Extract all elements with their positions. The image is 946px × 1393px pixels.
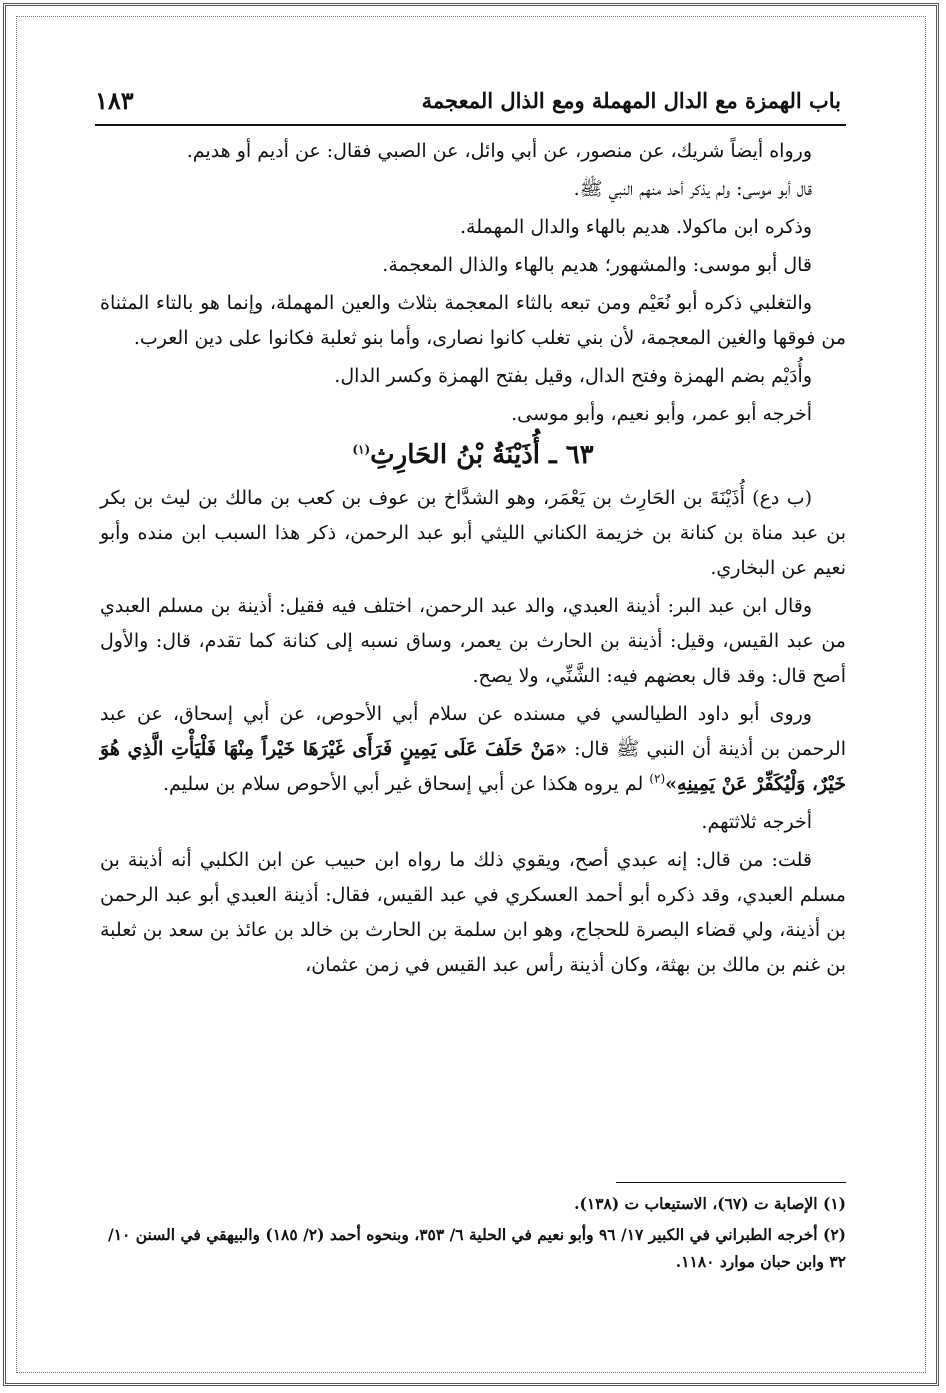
paragraph (100, 697, 846, 802)
footnote: (١) الإصابة ت (٦٧)، الاستيعاب ت (١٣٨). (574, 1194, 846, 1213)
paragraph-text: لم يروه هكذا عن أبي إسحاق غير أبي الأحوص سلام بن سليم. (162, 773, 644, 795)
paragraph: قال أبو موسى: ولم يذكر أحد منهم النبي ﷺ. (573, 178, 812, 200)
section-title (100, 435, 846, 475)
paragraph: قال أبو موسى: والمشهور؛ هديم بالهاء والذال المعجمة. (382, 254, 812, 276)
paragraph: وقال ابن عبد البر: أذينة العبدي، والد عبد الرحمن، اختلف فيه فقيل: أذينة بن مسلم العبدي من عبد القيس، وقيل: أذينة بن الحارث بن يعمر، وساق نسبه إلى كنانة كما تقدم، قال: والأول أصح قال: وقد قال بعضهم فيه: الشَّنِّي، ولا يصح. (100, 595, 846, 687)
footnote: (٢) أخرجه الطبراني في الكبير ١٧/ ٩٦ وأبو نعيم في الحلية ٦/ ٣٥٣، وبنحوه أحمد (٢/ ١٨٥) والبيهقي في السنن ١٠/ ٣٢ وابن حبان موارد ١١٨٠. (108, 1225, 846, 1271)
paragraph: وذكره ابن ماكولا. هديم بالهاء والدال المهملة. (460, 216, 812, 238)
paragraph: قلت: من قال: إنه عبدي أصح، ويقوي ذلك ما رواه ابن حبيب عن ابن الكلبي أنه أذينة بن مسلم العبدي، وقد ذكره أبو أحمد العسكري في عبد القيس، فقال: أذينة العبدي أبو عبد الرحمن بن أذينة، ولي قضاء البصرة للحجاج، وهو ابن سلمة بن الحارث بن خالد بن عائذ بن سعد بن ثعلبة بن غنم بن مالك بن بهثة، وكان أذينة رأس عبد القيس في زمن عثمان، (100, 849, 846, 976)
hadith-quote: «مَنْ حَلَفَ عَلَى يَمِينٍ فَرَأَى غَيْرَهَا خَيْراً مِنْهَا فَلْيَأْتِ الَّذِي هُوَ خَيْرٌ، وَلْيُكَفِّرْ عَنْ يَمِينِهِ» (100, 738, 846, 795)
footnote-ref: (١) (352, 442, 371, 457)
main-text (100, 134, 846, 986)
page-number: ١٨٣ (95, 85, 134, 115)
paragraph: وأُدَيْم بضم الهمزة وفتح الدال، وقيل بفتح الهمزة وكسر الدال. (334, 365, 812, 387)
header-rule (95, 124, 846, 126)
section-title-text: ٦٣ ـ أُذَيْنَةُ بْنُ الحَارِثِ (370, 440, 594, 470)
running-header (95, 80, 841, 120)
paragraph: والتغلبي ذكره أبو نُعَيْم ومن تبعه بالثاء المعجمة بثلاث والعين المهملة، وإنما هو بالتاء المثناة من فوقها والغين المعجمة، لأن بني تغلب كانوا نصارى، وأما بنو ثعلبة فكانوا على دين العرب. (100, 292, 846, 349)
chapter-title: باب الهمزة مع الدال المهملة ومع الذال المعجمة (421, 87, 841, 113)
paragraph-text: وروى أبو داود الطيالسي في مسنده عن سلام أبي الأحوص، عن أبي إسحاق، عن عبد الرحمن بن أذينة أن النبي ﷺ قال: (100, 703, 846, 760)
paragraph: أخرجه أبو عمر، وأبو نعيم، وأبو موسى. (511, 403, 812, 425)
paragraph: ورواه أيضاً شريك، عن منصور، عن أبي وائل، عن الصبي فقال: عن أديم أو هديم. (186, 140, 812, 162)
paragraph: (ب دع) أُذَيْنَةَ بن الحَارِث بن يَعْمَر، وهو الشدَّاخ بن عوف بن كعب بن مالك بن ليث بن بكر بن عبد مناة بن كنانة بن خزيمة الكناني الليثي أبو عبد الرحمن، ذكر هذا السبب ابن منده وأبو نعيم عن البخاري. (100, 487, 846, 579)
footnote-rule (616, 1182, 846, 1183)
footnote-ref: (٢) (649, 771, 666, 786)
paragraph: أخرجه ثلاثتهم. (701, 811, 812, 833)
footnotes (100, 1190, 846, 1279)
